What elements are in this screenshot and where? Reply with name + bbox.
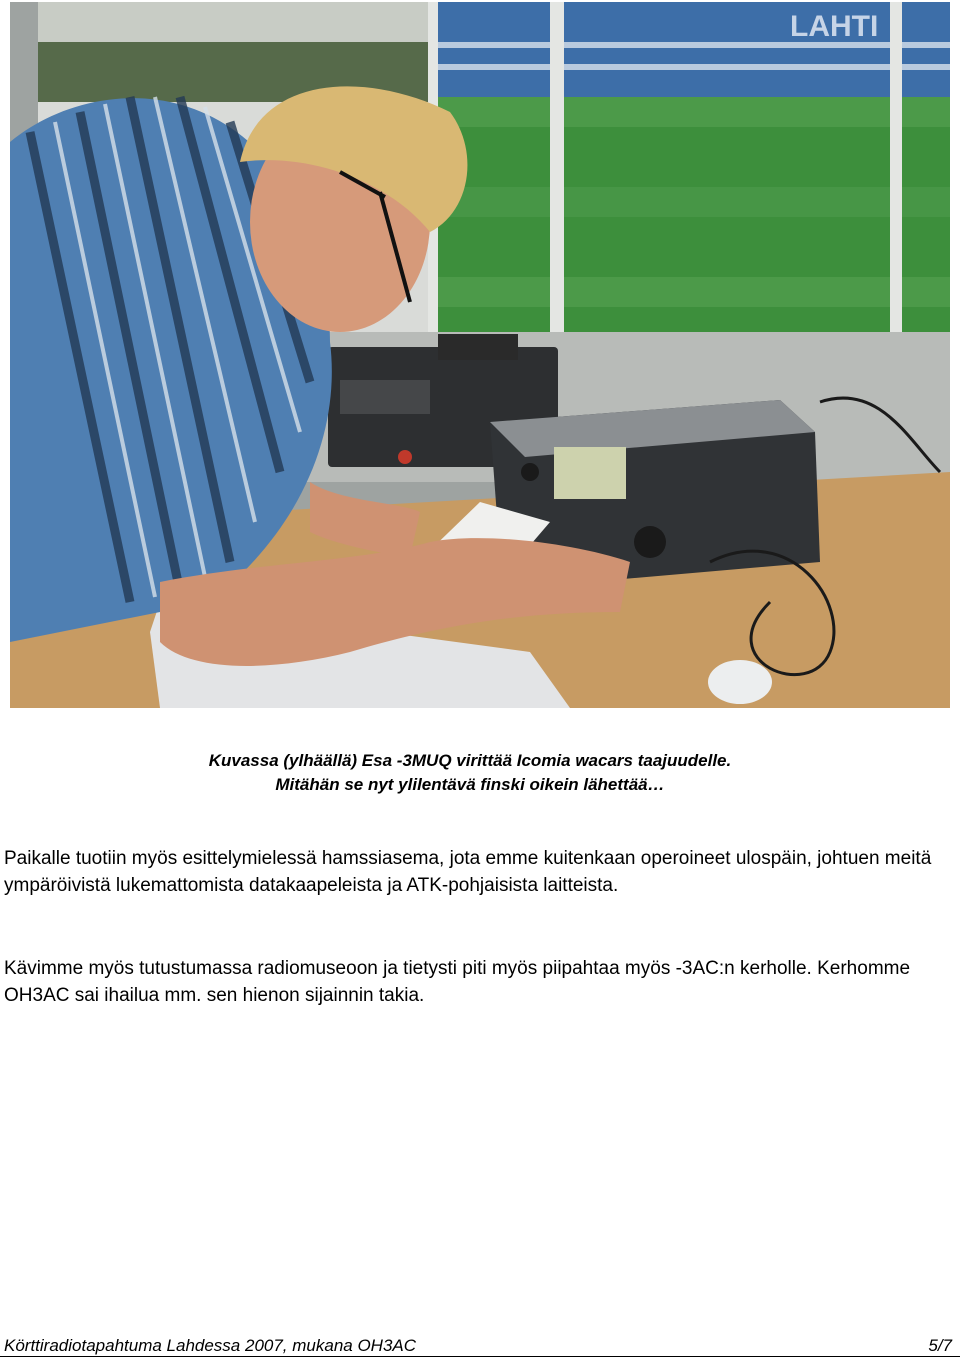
mouse bbox=[708, 660, 772, 704]
caption-line-1: Kuvassa (ylhäällä) Esa -3MUQ virittää Icomia wacars taajuudelle. bbox=[208, 751, 732, 770]
photo-illustration bbox=[10, 2, 950, 708]
paragraph-2 bbox=[4, 956, 944, 1009]
small-interface-box bbox=[438, 334, 518, 360]
page-footer bbox=[4, 1336, 952, 1356]
radio-display bbox=[554, 447, 626, 499]
photo-radio-operator bbox=[10, 2, 950, 708]
footer-title: Körttiradiotapahtuma Lahdessa 2007, mukana OH3AC bbox=[4, 1336, 417, 1355]
paragraph-1 bbox=[4, 846, 944, 899]
paragraph-1-text: Paikalle tuotiin myös esittelymielessä hamssiasema, jota emme kuitenkaan operoineet ulospäin, johtuen meitä ympäröivistä lukemattomista datakaapeleista ja ATK-pohjaisista laitteista. bbox=[4, 848, 932, 896]
paragraph-2-text: Kävimme myös tutustumassa radiomuseoon ja tietysti piti myös piipahtaa myös -3AC:n kerholle. Kerhomme OH3AC sai ihailua mm. sen hienon sijainnin takia. bbox=[4, 958, 911, 1006]
page-number: 5/7 bbox=[928, 1336, 952, 1355]
photo-caption bbox=[0, 749, 940, 797]
tuning-knob bbox=[634, 526, 666, 558]
footer-rule bbox=[0, 1356, 960, 1357]
caption-line-2: Mitähän se nyt ylilentävä finski oikein lähettää… bbox=[275, 775, 665, 794]
stadium-lettering: LAHTI bbox=[790, 10, 879, 43]
